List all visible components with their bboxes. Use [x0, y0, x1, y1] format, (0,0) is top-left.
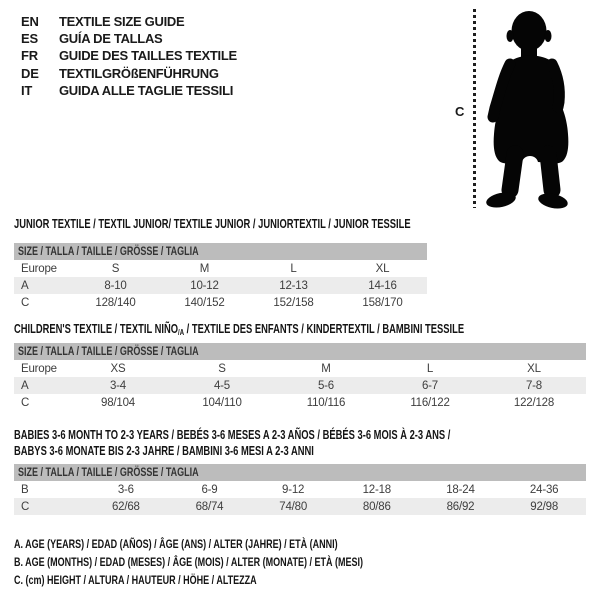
footnote-c-text: C. (cm) HEIGHT / ALTURA / HAUTEUR / HÖHE / ALTEZZA [14, 573, 257, 587]
value-cell: 9-12 [282, 483, 305, 496]
value-cell: 152/158 [273, 296, 314, 309]
table-row [14, 377, 586, 394]
value-cell: 68/74 [195, 500, 224, 513]
babies-table-title-line1: BABIES 3-6 MONTH TO 2-3 YEARS / BEBÉS 3-6 MESES A 2-3 AÑOS / BÉBÉS 3-6 MOIS À 2-3 ANS / [14, 428, 451, 442]
language-code: FR [21, 48, 38, 64]
footnote-a [14, 535, 479, 553]
language-code: IT [21, 82, 33, 98]
junior-size-table [14, 243, 427, 311]
language-title: TEXTILGRÖßENFÜHRUNG [59, 65, 219, 81]
value-cell: 86/92 [446, 500, 475, 513]
value-cell: 6-7 [421, 379, 439, 392]
value-cell: 110/116 [306, 396, 346, 409]
size-cell: L [290, 262, 297, 275]
value-cell: 4-5 [213, 379, 231, 392]
footnote-b [14, 553, 479, 571]
value-cell: 5-6 [317, 379, 335, 392]
size-cell: M [321, 362, 331, 375]
babies-size-table [14, 464, 586, 515]
language-title-list [21, 13, 237, 99]
value-cell: 80/86 [362, 500, 391, 513]
table-row [14, 481, 586, 498]
row-label: Europe [21, 362, 57, 375]
size-cell: S [111, 262, 120, 275]
language-row-fr [21, 47, 237, 64]
value-cell: 7-8 [525, 379, 543, 392]
row-label: C [21, 296, 30, 309]
value-cell: 18-24 [446, 483, 475, 496]
babies-table [14, 481, 586, 515]
footnote-c [14, 571, 479, 589]
table-row [14, 294, 427, 311]
size-cell: M [199, 262, 210, 275]
size-cell: XL [527, 362, 541, 375]
table-row [14, 277, 427, 294]
value-cell: 158/170 [362, 296, 403, 309]
language-row-es [21, 30, 237, 47]
junior-table [14, 260, 427, 311]
value-cell: 92/98 [530, 500, 559, 513]
value-cell: 3-4 [109, 379, 127, 392]
size-cell: XS [110, 362, 126, 375]
junior-table-title-text: JUNIOR TEXTILE / TEXTIL JUNIOR/ TEXTILE JUNIOR / JUNIORTEXTIL / JUNIOR TESSILE [14, 217, 411, 231]
size-cell: XL [375, 262, 390, 275]
value-cell: 10-12 [190, 279, 219, 292]
size-cell: L [426, 362, 434, 375]
children-table-title [14, 321, 600, 341]
value-cell: 122/128 [513, 396, 555, 409]
size-header-text: SIZE / TALLA / TAILLE / GRÖSSE / TAGLIA [18, 244, 199, 258]
title-part: CHILDREN'S TEXTILE / TEXTIL NIÑO [14, 322, 179, 336]
value-cell: 116/122 [410, 396, 450, 409]
language-code: EN [21, 14, 39, 29]
row-label: B [21, 483, 29, 496]
size-cell: S [218, 362, 226, 375]
footnote-legend [14, 535, 479, 589]
junior-table-title [14, 216, 543, 232]
language-code: ES [21, 31, 38, 47]
table-row [14, 260, 427, 277]
language-code: DE [21, 65, 39, 81]
height-measure-label: C [455, 104, 465, 119]
row-label: A [21, 379, 29, 392]
size-header-bar [14, 343, 586, 360]
babies-table-title [14, 427, 596, 459]
language-title: TEXTILE SIZE GUIDE [59, 14, 185, 29]
value-cell: 128/140 [95, 296, 136, 309]
row-label: A [21, 279, 29, 292]
size-header-bar [14, 243, 427, 260]
value-cell: 62/68 [111, 500, 140, 513]
value-cell: 8-10 [104, 279, 127, 292]
table-row [14, 498, 586, 515]
size-header-text: SIZE / TALLA / TAILLE / GRÖSSE / TAGLIA [18, 465, 199, 479]
language-title: GUIDE DES TAILLES TEXTILE [59, 48, 237, 64]
value-cell: 24-36 [529, 483, 559, 496]
children-table [14, 360, 586, 411]
value-cell: 98/104 [101, 396, 135, 409]
value-cell: 12-18 [362, 483, 391, 496]
title-part: / TEXTILE DES ENFANTS / KINDERTEXTIL / BAMBINI TESSILE [184, 322, 465, 336]
value-cell: 140/152 [184, 296, 225, 309]
row-label: Europe [21, 262, 57, 275]
children-size-table [14, 343, 586, 411]
footnote-a-text: A. AGE (YEARS) / EDAD (AÑOS) / ÂGE (ANS) / ALTER (JAHRE) / ETÀ (ANNI) [14, 537, 338, 551]
baby-figure [470, 4, 596, 223]
size-header-text: SIZE / TALLA / TAILLE / GRÖSSE / TAGLIA [18, 344, 199, 358]
table-row [14, 394, 586, 411]
row-label: C [21, 500, 30, 513]
value-cell: 74/80 [279, 500, 308, 513]
value-cell: 3-6 [117, 483, 134, 496]
language-row-de [21, 65, 237, 82]
row-label: C [21, 396, 30, 409]
children-table-title-text [14, 321, 464, 341]
babies-table-title-line2: BABYS 3-6 MONATE BIS 2-3 JAHRE / BAMBINI 3-6 MESI A 2-3 ANNI [14, 444, 314, 458]
size-header-bar [14, 464, 586, 481]
value-cell: 104/110 [202, 396, 242, 409]
language-title: GUIDA ALLE TAGLIE TESSILI [59, 82, 234, 98]
value-cell: 12-13 [279, 279, 308, 292]
baby-silhouette-icon [470, 4, 596, 218]
table-row [14, 360, 586, 377]
language-title: GUÍA DE TALLAS [59, 31, 163, 47]
language-row-en [21, 13, 237, 30]
value-cell: 14-16 [368, 279, 397, 292]
title-subscript: /A [178, 328, 185, 337]
footnote-b-text: B. AGE (MONTHS) / EDAD (MESES) / ÂGE (MOIS) / ALTER (MONATE) / ETÀ (MESI) [14, 555, 363, 569]
language-row-it [21, 82, 237, 99]
value-cell: 6-9 [201, 483, 218, 496]
